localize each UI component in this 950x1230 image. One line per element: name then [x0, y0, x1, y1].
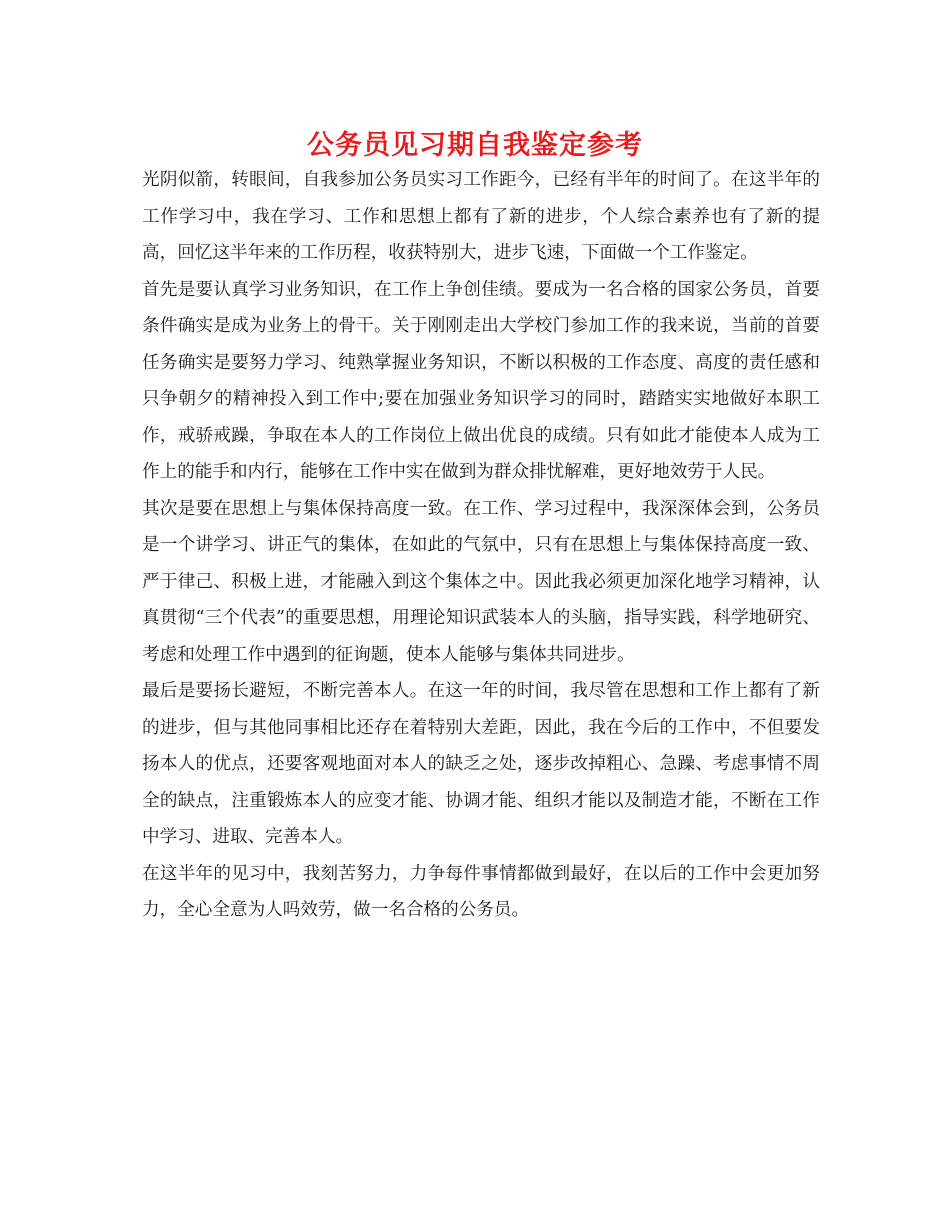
paragraph-study-business: 首先是要认真学习业务知识，在工作上争创佳绩。要成为一名合格的国家公务员，首要条件确实是成为业务上的骨干。关于刚刚走出大学校门参加工作的我来说，当前的首要任务确实是要努力学习、纯熟掌握业务知识，不断以积极的工作态度、高度的责任感和只争朝夕的精神投入到工作中;要在加强业务知识学习的同时，踏踏实实地做好本职工作，戒骄戒躁，争取在本人的工作岗位上做出优良的成绩。只有如此才能使本人成为工作上的能手和内行，能够在工作中实在做到为群众排忧解难，更好地效劳于人民。	[142, 279, 820, 482]
paragraph-conclusion: 在这半年的见习中，我刻苦努力，力争每件事情都做到最好，在以后的工作中会更加努力，全心全意为人吗效劳，做一名合格的公务员。	[142, 863, 820, 920]
paragraph-collective-thought: 其次是要在思想上与集体保持高度一致。在工作、学习过程中，我深深体会到，公务员是一个讲学习、讲正气的集体，在如此的气氛中，只有在思想上与集体保持高度一致、严于律己、积极上进，才能融入到这个集体之中。因此我必须更加深化地学习精神，认真贯彻“三个代表”的重要思想，用理论知识武装本人的头脑，指导实践，科学地研究、考虑和处理工作中遇到的征询题，使本人能够与集体共同进步。	[142, 498, 820, 665]
document-title: 公务员见习期自我鉴定参考	[307, 130, 643, 161]
document-body	[142, 162, 820, 929]
paragraph-intro: 光阴似箭，转眼间，自我参加公务员实习工作距今，已经有半年的时间了。在这半年的工作学习中，我在学习、工作和思想上都有了新的进步，个人综合素养也有了新的提高，回忆这半年来的工作历程，收获特别大，进步飞速，下面做一个工作鉴定。	[142, 170, 820, 263]
paragraph-self-improvement: 最后是要扬长避短，不断完善本人。在这一年的时间，我尽管在思想和工作上都有了新的进步，但与其他同事相比还存在着特别大差距，因此，我在今后的工作中，不但要发扬本人的优点，还要客观地面对本人的缺乏之处，逐步改掉粗心、急躁、考虑事情不周全的缺点，注重锻炼本人的应变才能、协调才能、组织才能以及制造才能，不断在工作中学习、进取、完善本人。	[142, 681, 820, 847]
